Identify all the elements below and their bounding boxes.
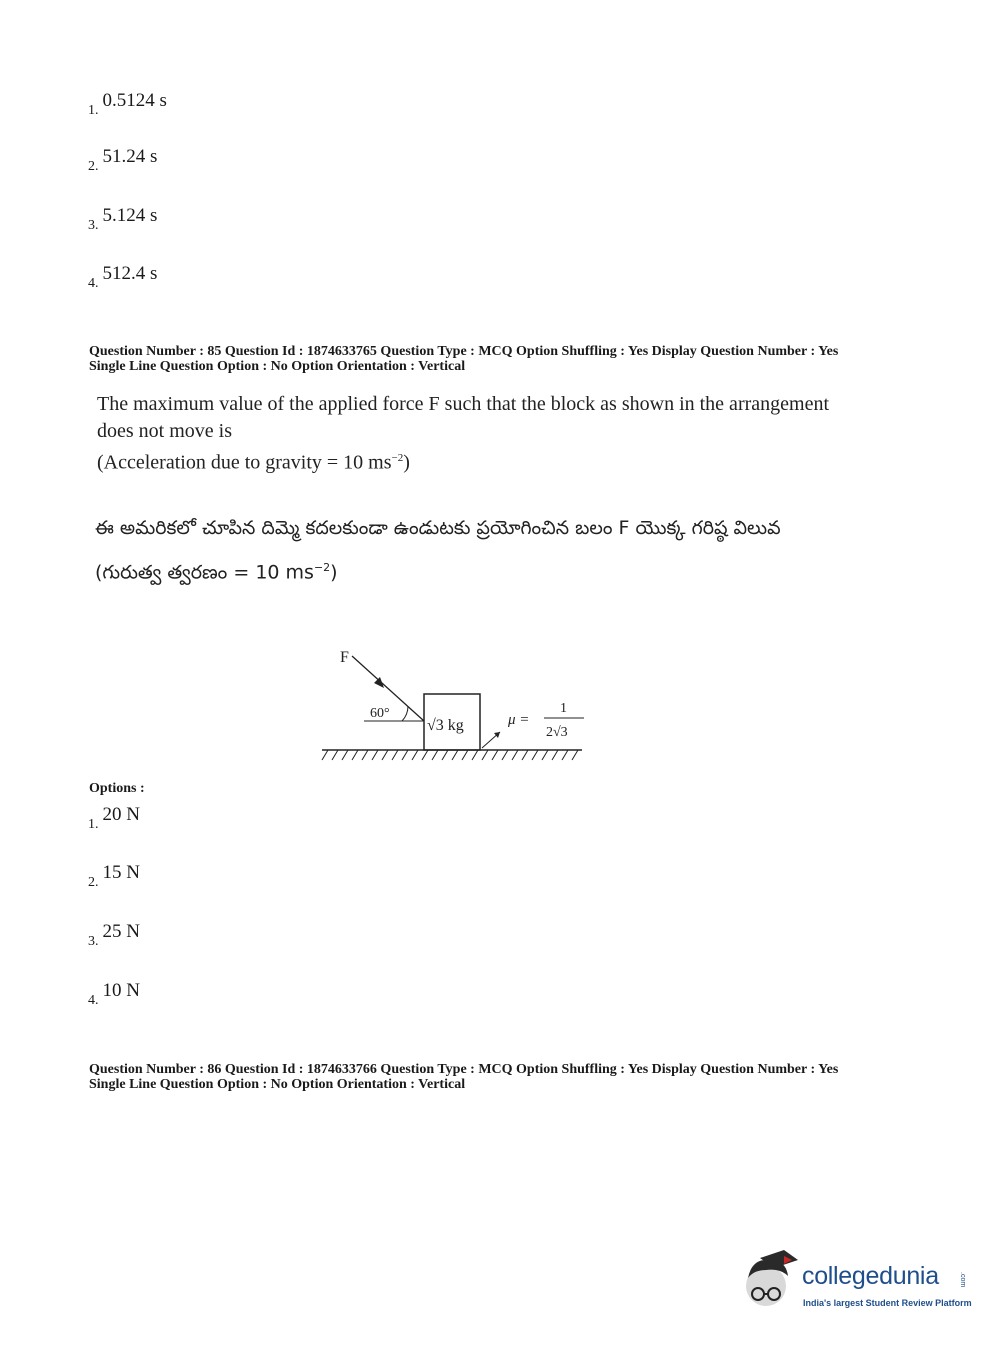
question-text-telugu	[95, 508, 875, 592]
angle-label: 60°	[370, 706, 390, 721]
logo-com-text: .com	[959, 1272, 966, 1288]
option-4[interactable]	[88, 980, 140, 1009]
option-number: 2.	[88, 875, 99, 890]
meta-line-1: Question Number : 86 Question Id : 1874633766 Question Type : MCQ Option Shuffling : Yes Display Question Number : Yes	[89, 1062, 839, 1077]
meta-line-2: Single Line Question Option : No Option Orientation : Vertical	[89, 359, 466, 374]
mascot-icon	[740, 1248, 802, 1312]
mass-label: √3 kg	[427, 717, 464, 734]
question-text-english	[97, 391, 877, 477]
option-number: 2.	[88, 159, 99, 174]
meta-line-1: Question Number : 85 Question Id : 1874633765 Question Type : MCQ Option Shuffling : Yes Display Question Number : Yes	[89, 344, 839, 359]
mu-denominator: 2√3	[546, 725, 568, 740]
question-86-meta	[89, 1062, 838, 1092]
collegedunia-logo[interactable]	[740, 1248, 970, 1318]
mu-label: μ =	[508, 712, 530, 728]
option-number: 4.	[88, 276, 99, 291]
logo-tagline: India's largest Student Review Platform	[803, 1298, 972, 1308]
telugu-line-2: (గురుత్వ త్వరణం = 10 $ms^{-2}$)	[95, 561, 338, 584]
option-3[interactable]	[88, 921, 140, 950]
option-value: 15 N	[102, 862, 140, 883]
option-value: 0.5124 s	[102, 90, 167, 111]
angle-arc	[402, 706, 408, 721]
ground-hatching	[322, 750, 578, 760]
option-number: 4.	[88, 993, 99, 1008]
option-value: 512.4 s	[102, 263, 158, 284]
option-value: 10 N	[102, 980, 140, 1001]
option-1[interactable]	[88, 804, 140, 833]
option-value: 20 N	[102, 804, 140, 825]
question-line-1: The maximum value of the applied force F such that the block as shown in the arrangement	[97, 393, 830, 415]
option-2[interactable]	[88, 862, 140, 891]
prev-option-3	[88, 205, 157, 234]
logo-brand-text: collegedunia	[802, 1262, 939, 1290]
mu-numerator: 1	[560, 701, 567, 716]
meta-line-2: Single Line Question Option : No Option Orientation : Vertical	[89, 1077, 466, 1092]
option-value: 25 N	[102, 921, 140, 942]
prev-option-4	[88, 263, 157, 292]
force-arrowhead	[374, 677, 384, 688]
option-value: 51.24 s	[102, 146, 158, 167]
option-number: 3.	[88, 934, 99, 949]
options-label: Options :	[89, 781, 145, 796]
option-value: 5.124 s	[102, 205, 158, 226]
block-force-diagram	[318, 642, 588, 772]
telugu-line-1: ఈ అమరికలో చూపిన దిమ్మె కదలకుండా ఉండుటకు ప్రయోగించిన బలం F యొక్క గరిష్ఠ విలువ	[95, 517, 781, 539]
prev-option-2	[88, 146, 157, 175]
option-number: 1.	[88, 103, 99, 118]
question-line-2: does not move is	[97, 420, 232, 442]
force-label: F	[340, 649, 349, 666]
question-line-3: (Acceleration due to gravity = 10 $ms^{-2}$)	[97, 451, 410, 474]
question-85-meta	[89, 344, 838, 374]
prev-option-1	[88, 90, 167, 119]
option-number: 1.	[88, 817, 99, 832]
option-number: 3.	[88, 218, 99, 233]
